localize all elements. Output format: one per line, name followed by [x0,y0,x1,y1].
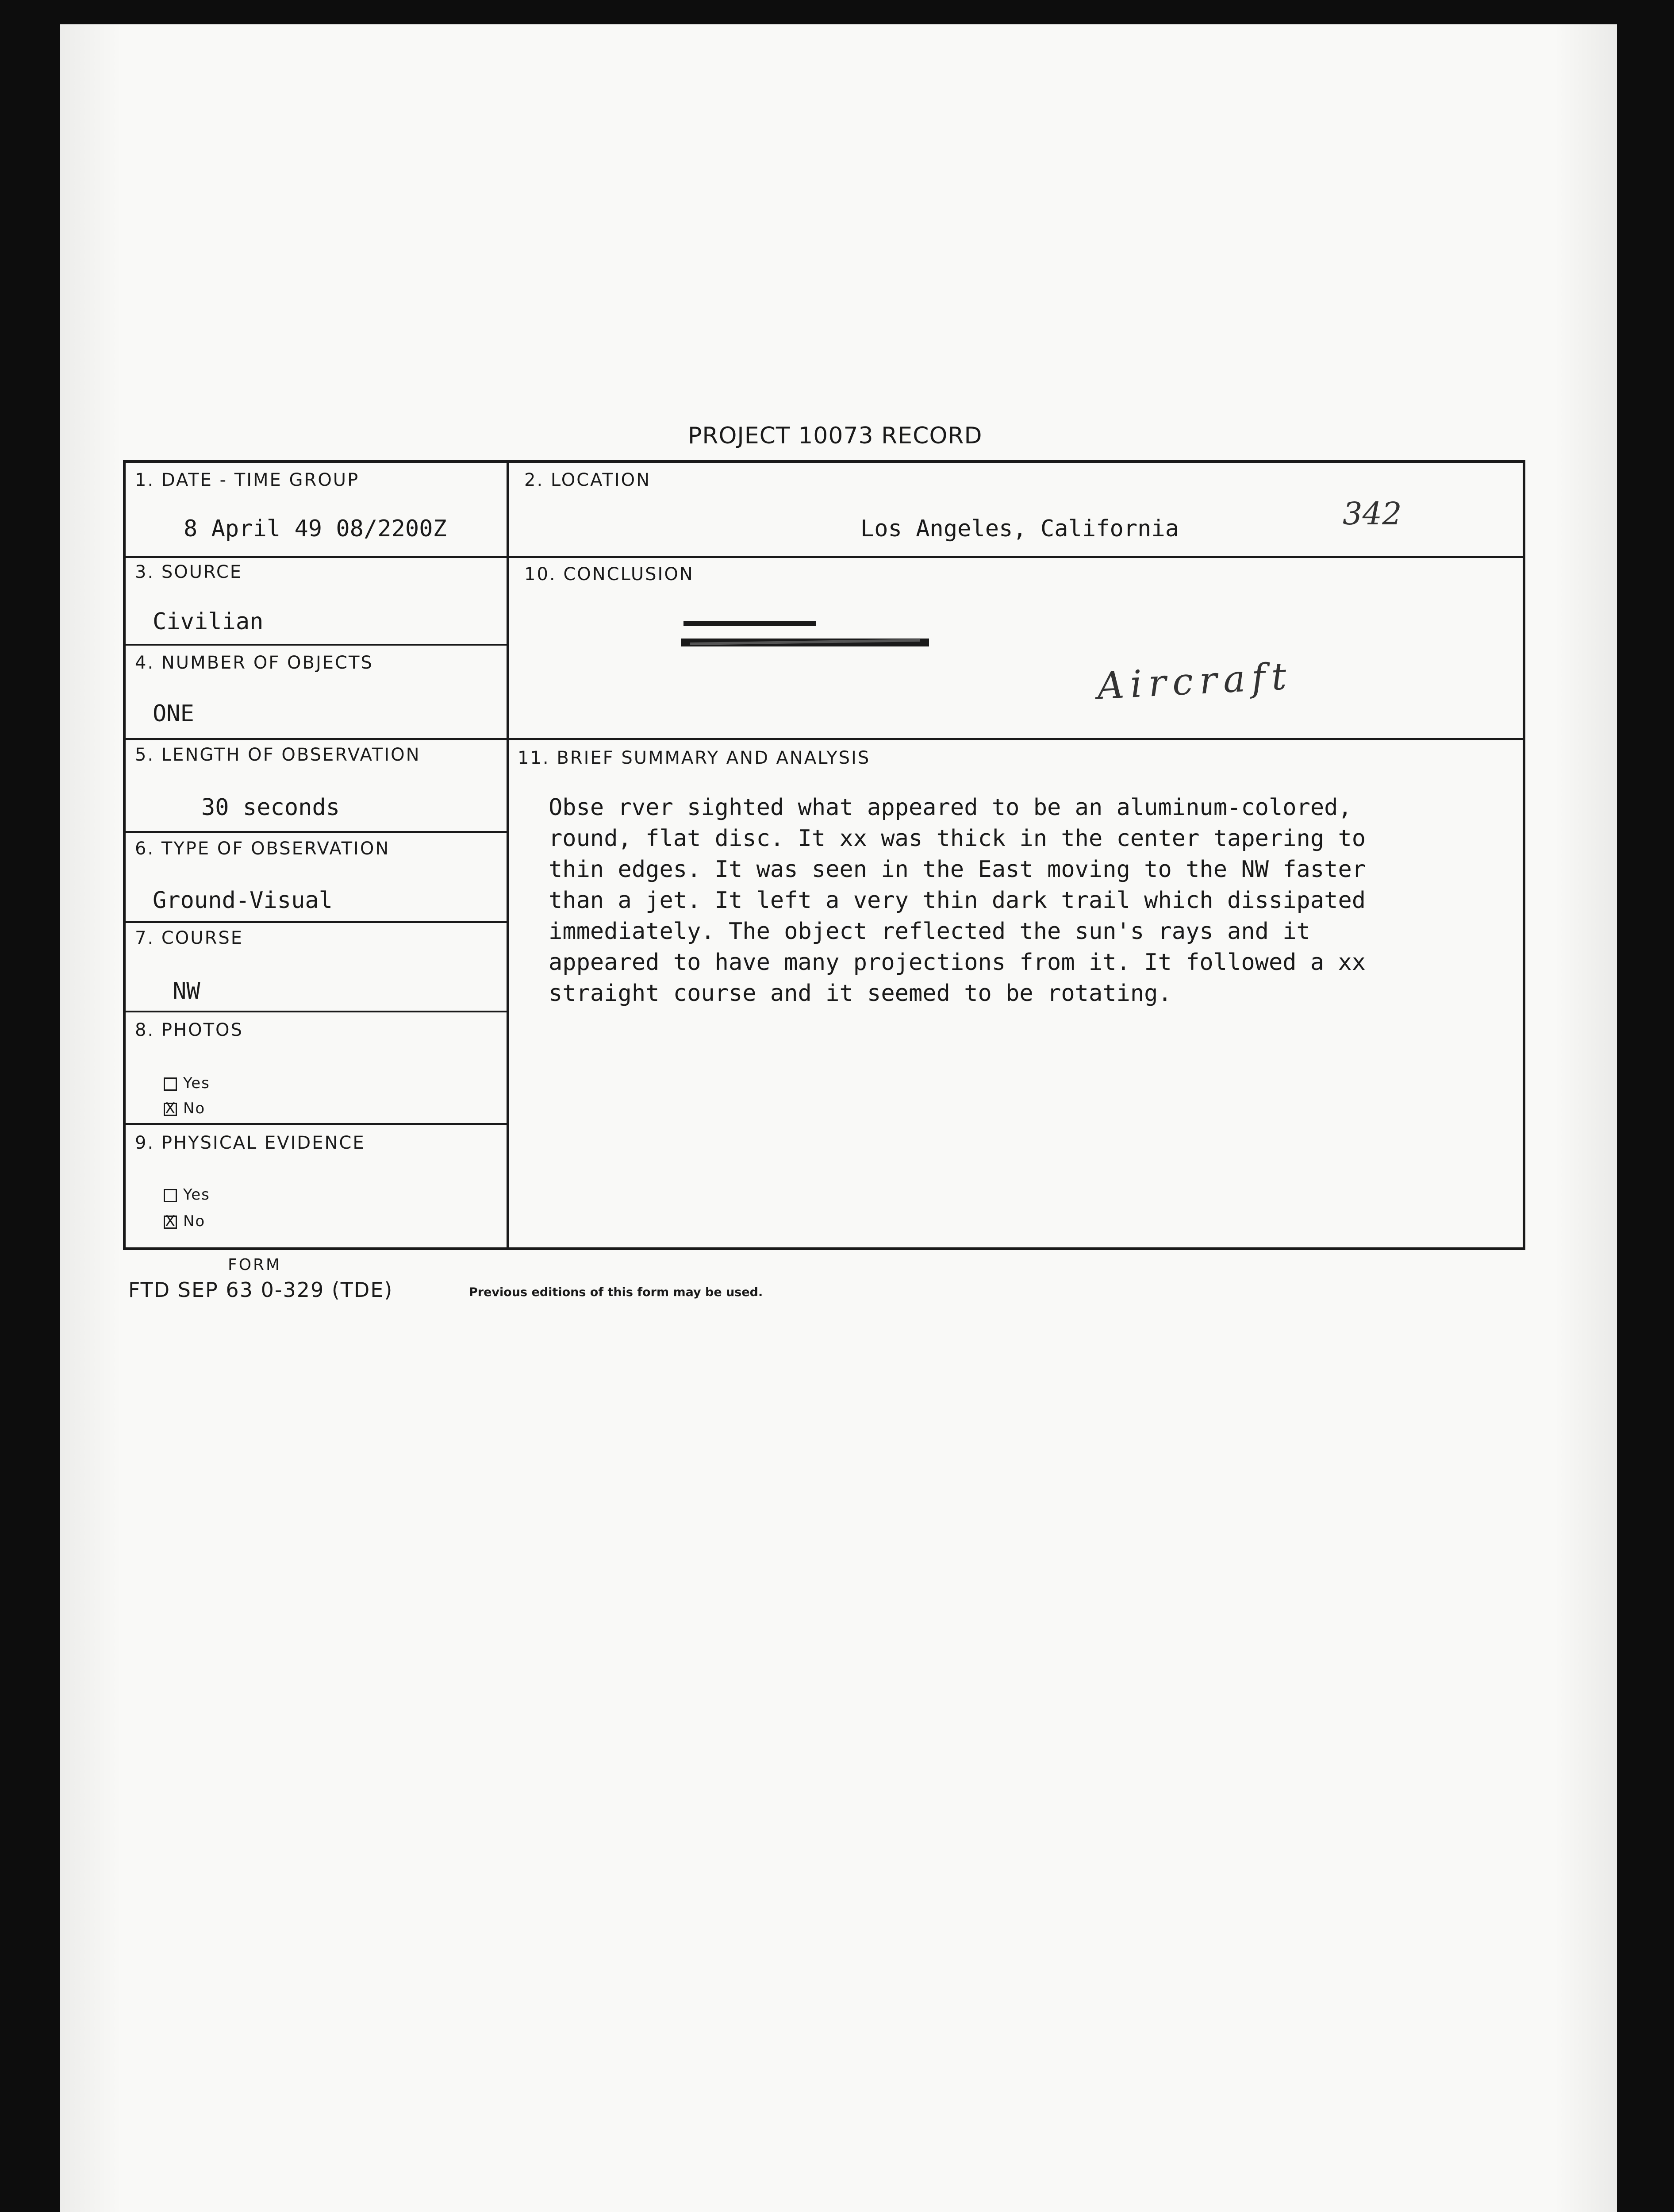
photos-yes-option [164,1074,210,1092]
number-of-objects-value: ONE [153,700,194,727]
type-of-observation-label: 6. TYPE OF OBSERVATION [135,839,390,859]
summary-label: 11. BRIEF SUMMARY AND ANALYSIS [518,748,871,768]
checkbox-icon [164,1189,177,1202]
row-divider [123,1011,508,1012]
location-label: 2. LOCATION [524,470,651,490]
struck-out-text-mark [681,617,929,653]
number-of-objects-label: 4. NUMBER OF OBJECTS [135,653,373,673]
handwritten-number: 342 [1343,496,1402,532]
summary-line: round, flat disc. It xx was thick in the center tapering to [549,825,1366,852]
column-divider [507,460,509,1250]
checked-box-icon [164,1103,177,1116]
date-time-group-value: 8 April 49 08/2200Z [184,515,447,542]
length-of-observation-value: 30 seconds [201,794,340,821]
location-value: Los Angeles, California [860,515,1179,542]
summary-line: straight course and it seemed to be rotating. [549,980,1172,1007]
source-value: Civilian [153,608,264,635]
footer-form-id: FTD SEP 63 0-329 (TDE) [128,1278,393,1302]
row-divider [123,644,508,646]
conclusion-handwritten: Aircraft [1096,654,1294,708]
physical-evidence-yes-label: Yes [183,1186,210,1204]
photos-yes-label: Yes [183,1074,210,1092]
conclusion-label: 10. CONCLUSION [524,564,694,585]
summary-line: thin edges. It was seen in the East moving to the NW faster [549,856,1366,883]
row-divider [123,1123,508,1125]
checkbox-icon [164,1077,177,1091]
photos-no-label: No [183,1100,206,1117]
row-divider [123,556,1525,558]
source-label: 3. SOURCE [135,562,243,582]
row-divider [123,738,1525,740]
course-label: 7. COURSE [135,928,244,948]
length-of-observation-label: 5. LENGTH OF OBSERVATION [135,745,421,765]
physical-evidence-yes-option [164,1186,210,1204]
record-title: PROJECT 10073 RECORD [688,423,983,449]
summary-text [549,792,1486,1009]
row-divider [123,831,508,833]
checked-box-icon [164,1216,177,1229]
physical-evidence-label: 9. PHYSICAL EVIDENCE [135,1133,365,1153]
photos-label: 8. PHOTOS [135,1020,243,1040]
summary-line: than a jet. It left a very thin dark trail which dissipated [549,887,1366,914]
summary-line: appeared to have many projections from it. It followed a xx [549,949,1366,976]
photos-no-option [164,1100,205,1117]
summary-line: Obse rver sighted what appeared to be an aluminum-colored, [549,794,1352,821]
date-time-group-label: 1. DATE - TIME GROUP [135,470,360,490]
footer-form-word: FORM [228,1256,282,1274]
physical-evidence-no-option [164,1212,205,1230]
type-of-observation-value: Ground-Visual [153,887,333,914]
summary-line: immediately. The object reflected the sun's rays and it [549,918,1310,945]
course-value: NW [173,978,200,1004]
row-divider [123,921,508,923]
physical-evidence-no-label: No [183,1212,206,1230]
footer-note: Previous editions of this form may be used. [469,1285,763,1299]
